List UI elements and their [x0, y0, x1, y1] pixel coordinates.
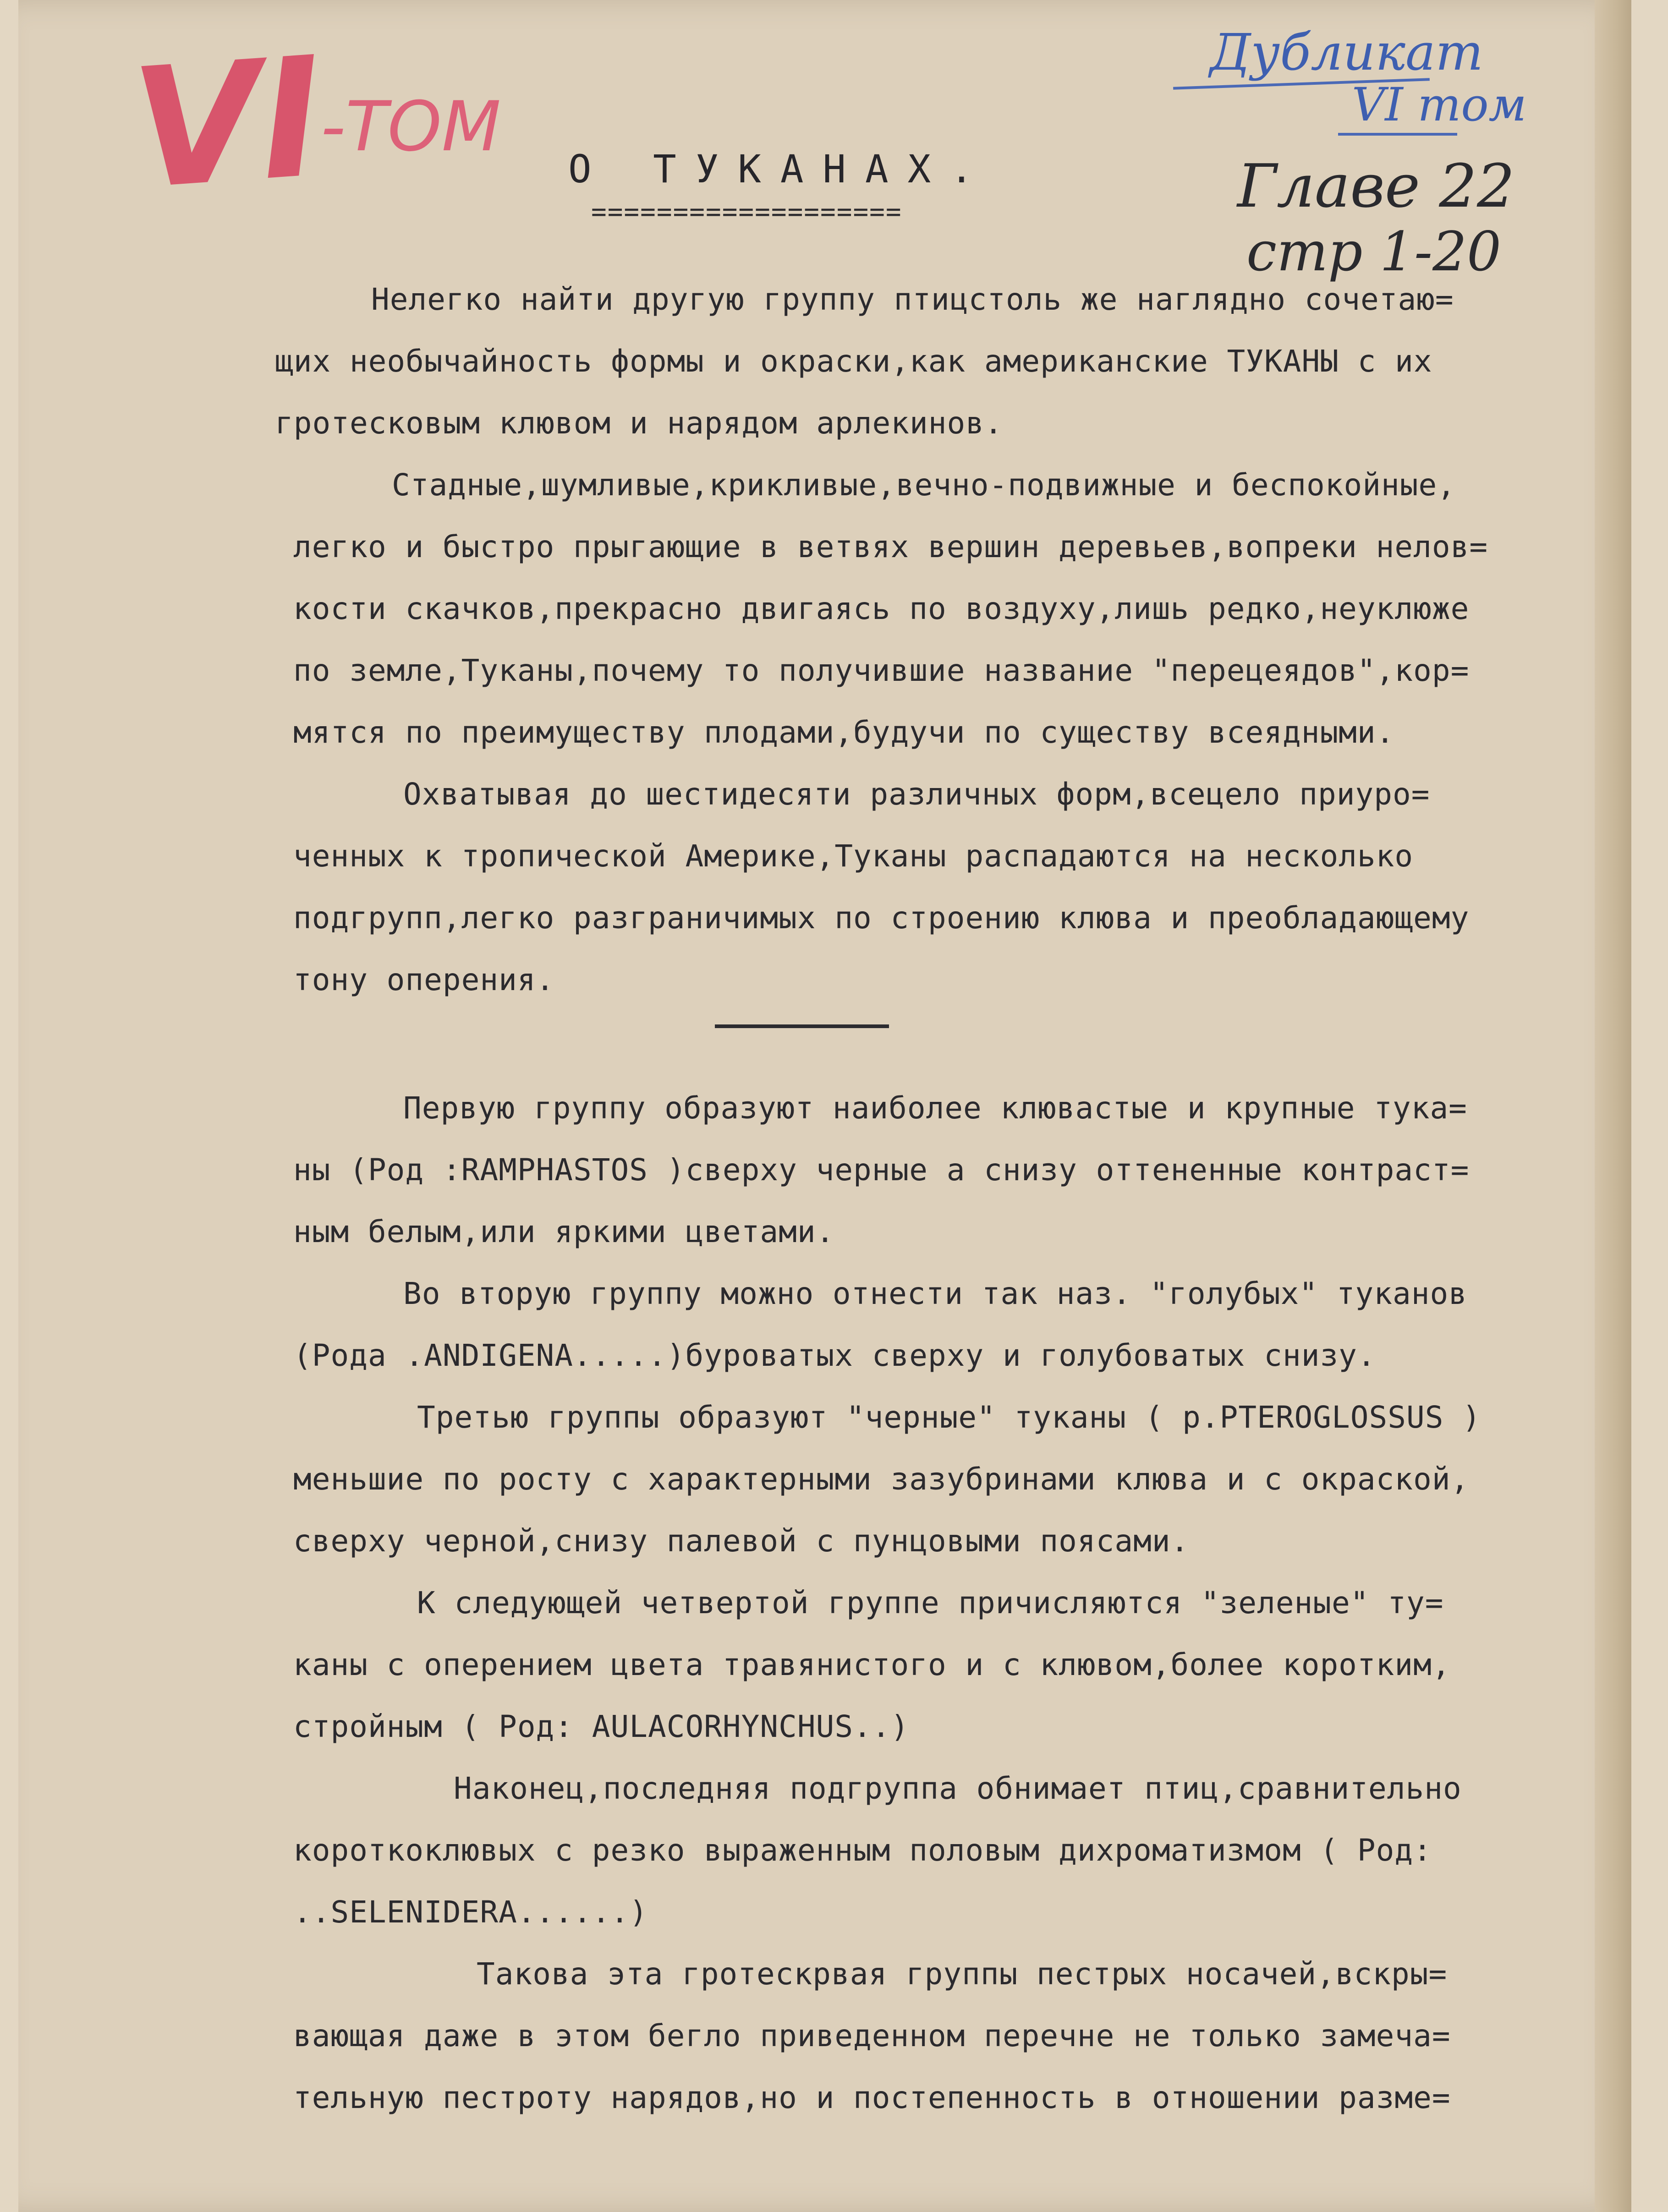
text-line: гротесковым клювом и нарядом арлекинов.	[275, 405, 1003, 441]
title-underline: ===================	[591, 197, 902, 227]
duplicate-volume-underline	[1338, 133, 1457, 136]
page-title: О ТУКАНАХ.	[568, 147, 993, 192]
text-line: ны (Род :RAMPHASTOS )сверху черные а снизу оттененные контраст=	[293, 1152, 1470, 1188]
page-edge	[1595, 0, 1631, 2212]
pages-note: стр 1-20	[1246, 220, 1502, 283]
text-line: ..SELENIDERA......)	[293, 1894, 648, 1930]
text-line: К следующей четвертой группе причисляются "зеленые" ту=	[417, 1585, 1444, 1621]
text-line: ным белым,или яркими цветами.	[293, 1214, 835, 1249]
text-line: меньшие по росту с характерными зазубринами клюва и с окраской,	[293, 1462, 1470, 1497]
text-line: кости скачков,прекрасно двигаясь по воздуху,лишь редко,неуклюже	[293, 591, 1470, 626]
chapter-note: Главе 22	[1237, 151, 1515, 221]
text-line: Нелегко найти другую группу птицстоль же наглядно сочетаю=	[371, 282, 1454, 317]
text-line: щих необычайность формы и окраски,как американские ТУКАНЫ с их	[275, 344, 1432, 379]
duplicate-note: Дубликат	[1210, 23, 1483, 82]
text-line: тельную пестроту нарядов,но и постепенность в отношении разме=	[293, 2080, 1451, 2115]
text-line: вающая даже в этом бегло приведенном перечне не только замеча=	[293, 2018, 1451, 2053]
duplicate-volume-note: VI том	[1352, 78, 1527, 131]
text-line: короткоклювых с резко выраженным половым дихроматизмом ( Род:	[293, 1833, 1432, 1868]
text-line: Третью группы образуют "черные" туканы ( р.PTEROGLOSSUS )	[417, 1400, 1481, 1435]
text-line: Наконец,последняя подгруппа обнимает птиц,сравнительно	[454, 1771, 1462, 1806]
text-line: легко и быстро прыгающие в ветвях вершин деревьев,вопреки нелов=	[293, 529, 1488, 564]
text-line: подгрупп,легко разграничимых по строению клюва и преобладающему	[293, 900, 1470, 936]
text-line: стройным ( Род: AULACORHYNCHUS..)	[293, 1709, 910, 1744]
text-line: (Рода .ANDIGENA.....)буроватых сверху и голубоватых снизу.	[293, 1338, 1376, 1373]
text-line: по земле,Туканы,почему то получившие название "перецеядов",кор=	[293, 653, 1470, 688]
volume-stamp-roman: VI	[126, 21, 329, 226]
text-line: Такова эта гротескрвая группы пестрых носачей,вскры=	[477, 1956, 1448, 1992]
text-line: сверху черной,снизу палевой с пунцовыми поясами.	[293, 1523, 1190, 1559]
text-line: Во вторую группу можно отнести так наз. "голубых" туканов	[403, 1276, 1467, 1311]
text-line: Первую группу образуют наиболее клювастые и крупные тука=	[403, 1090, 1467, 1126]
volume-stamp-word: -ТОМ	[321, 87, 501, 167]
section-separator	[715, 1024, 889, 1028]
text-line: ченных к тропической Америке,Туканы распадаются на несколько	[293, 838, 1414, 874]
text-line: тону оперения.	[293, 962, 555, 997]
text-line: Охватывая до шестидесяти различных форм,всецело приуро=	[403, 777, 1430, 812]
text-line: каны с оперением цвета травянистого и с клювом,более коротким,	[293, 1647, 1451, 1682]
text-line: мятся по преимуществу плодами,будучи по существу всеядными.	[293, 715, 1395, 750]
text-line: Стадные,шумливые,крикливые,вечно-подвижные и беспокойные,	[392, 467, 1456, 503]
